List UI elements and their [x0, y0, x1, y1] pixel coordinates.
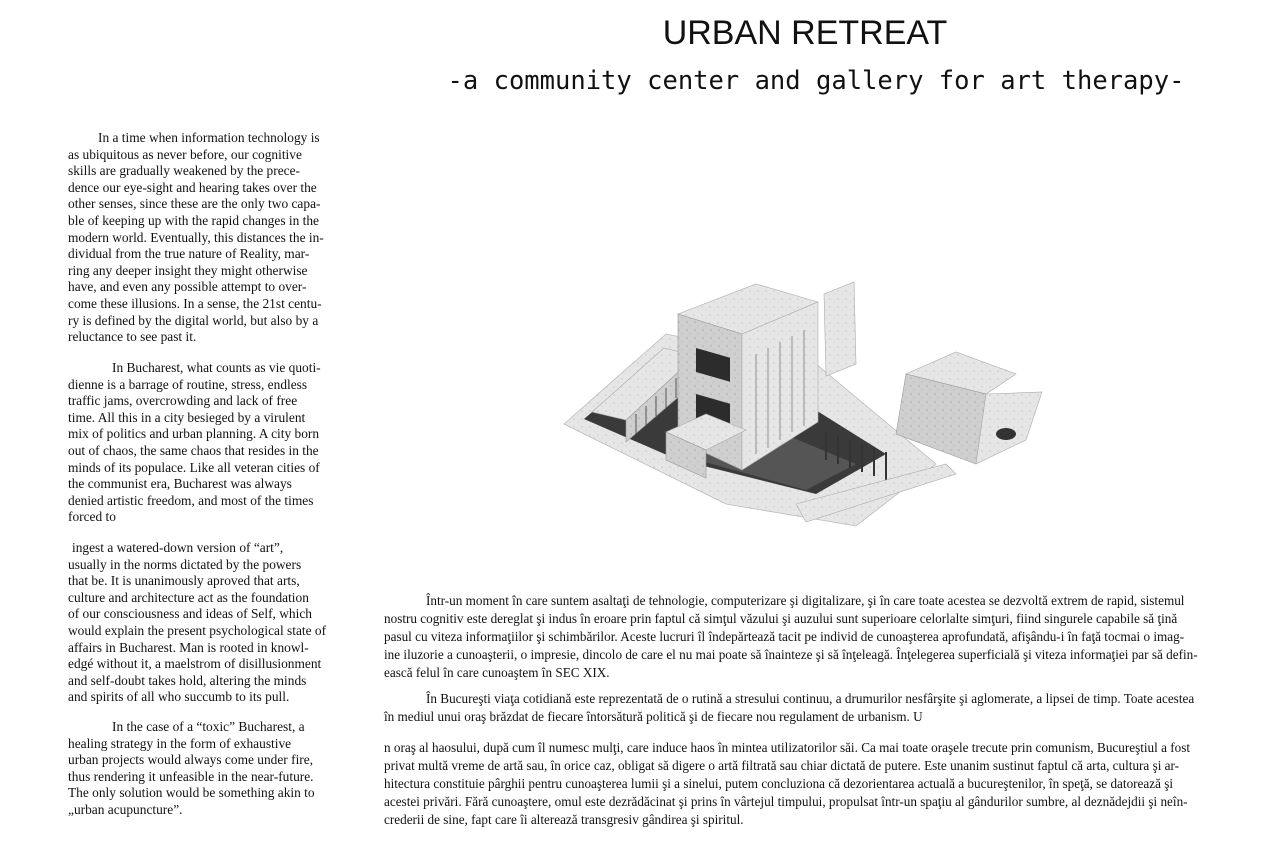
romanian-paragraph-3-text: n oraş al haosului, după cum îl numesc mulţi, care induce haos în mintea utilizatorilor săi. Ca mai toate oraşele trecute prin comunism, Bucureştiul a fost privat multă vreme de artă sau, în orice caz, obligat să digere o artă filtrată sau chiar dictată de putere. Este unanim sustinut faptul că arta, cultura şi ar- hitectura constituie pârghii pentru cunoaşterea lumii şi a sinelui, putem concluziona că dezorientarea actuală a bucureştenilor, în speţă, se datorează şi acestei privări. Fără cunoaştere, omul este dezrădăcinat şi prins în vârtejul timpului, propulsat într-un spaţiu al gândurilor sumbre, al deznădejdii şi neîn- crederii de sine, fapt care îi alterează transgresiv gândirea şi spiritul. [384, 740, 1191, 827]
romanian-paragraph-2 [384, 690, 1230, 726]
english-paragraph-4-text: In the case of a “toxic” Bucharest, a healing strategy in the form of exhaustive urban projects would always come under fire, thus rendering it unfeasible in the near-future. The only solution would be something akin to „urban acupuncture”. [68, 719, 315, 817]
english-paragraph-4 [68, 719, 330, 819]
english-paragraph-3 [68, 540, 330, 706]
english-paragraph-2-text: In Bucharest, what counts as vie quoti- dienne is a barrage of routine, stress, endless traffic jams, overcrowding and lack of free time. All this in a city besieged by a virulent mix of politics and urban planning. A city born out of chaos, the same chaos that resides in the minds of its populace. Like all veteran cities of the communist era, Bucharest was always denied artistic freedom, and most of the times forced to [68, 360, 321, 525]
page-subtitle: -a community center and gallery for art therapy- [447, 66, 1185, 96]
english-paragraph-1-text: In a time when information technology is as ubiquitous as never before, our cognitive skills are gradually weakened by the prece- dence our eye-sight and hearing takes over the other senses, since these are the only two capa- ble of keeping up with the rapid changes in the modern world. Eventually, this distances the in- dividual from the true nature of Reality, mar- ring any deeper insight they might otherwise have, and even any possible attempt to over- come these illusions. In a sense, the 21st centu- ry is defined by the digital world, but also by a reluctance to see past it. [68, 130, 324, 345]
romanian-paragraph-1-text: Într-un moment în care suntem asaltaţi de tehnologie, computerizare şi digitalizare, şi în care toate acestea se dezvoltă extrem de rapid, sistemul nostru cognitiv este dereglat şi indus în eroare prin faptul că simţul văzului şi auzului sunt superioare celorlalte simţuri, fiind singurele capabile să ţină pasul cu viteza informaţiilor şi schimbărilor. Aceste lucruri îl îndepărtează tacit pe individ de cunoaşterea aprofundată, afişându-i în faţă tocmai o imag- ine iluzorie a cunoaşterii, o impresie, dincolo de care el nu mai poate să înainteze şi să înţeleagă. Înţelegerea superficială şi viteza informaţiei par să defin- ească felul în care cunoaştem în SEC XIX. [384, 593, 1198, 680]
english-paragraph-1 [68, 130, 330, 346]
romanian-paragraph-3 [384, 739, 1230, 829]
romanian-paragraph-2-text: În Bucureşti viaţa cotidiană este reprezentată de o rutină a stresului continuu, a drumurilor nesfârşite şi aglomerate, a lipsei de timp. Toate acestea în mediul unui oraş brăzdat de fiecare întorsătură politică şi de fiecare nou regulament de urbanism. U [384, 691, 1195, 724]
english-paragraph-2 [68, 360, 330, 526]
romanian-paragraph-1 [384, 592, 1230, 682]
page-title: URBAN RETREAT [662, 14, 948, 52]
rear-tower [824, 282, 856, 376]
building-axonometric-image [556, 264, 1046, 538]
right-wing-side [976, 392, 1042, 464]
english-paragraph-3-text: ingest a watered-down version of “art”, usually in the norms dictated by the powers that be. It is unanimously aproved that arts, culture and architecture act as the foundation of our consciousness and ideas of Self, which would explain the present psychological state of affairs in Bucharest. Man is rooted in knowl- edgé without it, a maelstrom of disillusionment and self-doubt takes hold, altering the minds and spirits of all who succumb to its pull. [68, 540, 327, 705]
